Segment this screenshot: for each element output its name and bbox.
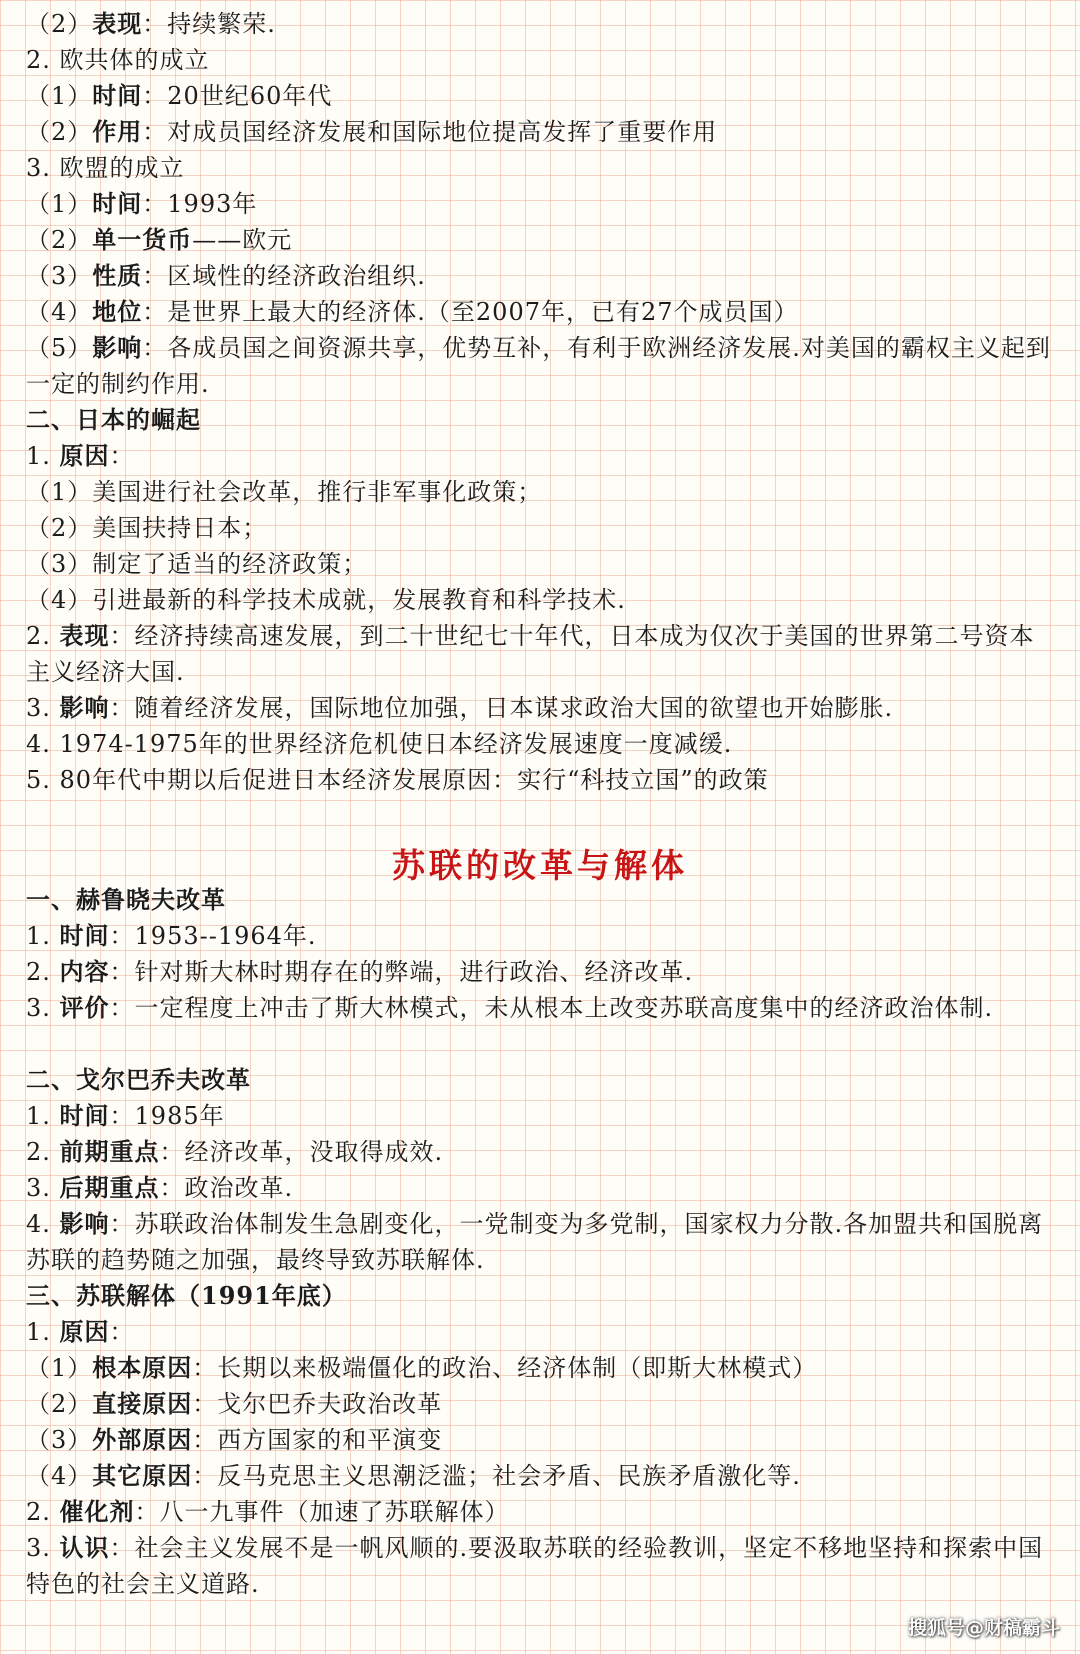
note-line: 2. 表现：经济持续高速发展，到二十世纪七十年代，日本成为仅次于美国的世界第二号资本主义经济大国. xyxy=(26,621,1035,686)
note-line: 2. 前期重点：经济改革，没取得成效. xyxy=(26,1137,444,1166)
note-line: （1）时间：20世纪60年代 xyxy=(26,81,333,110)
note-line: （1）根本原因：长期以来极端僵化的政治、经济体制（即斯大林模式） xyxy=(26,1353,818,1382)
watermark: 搜狐号@财稿霸斗 xyxy=(907,1617,1060,1639)
note-line: （2）直接原因：戈尔巴乔夫政治改革 xyxy=(26,1389,443,1418)
note-line: （3）外部原因：西方国家的和平演变 xyxy=(26,1425,443,1454)
note-line: （4）引进最新的科学技术成就，发展教育和科学技术. xyxy=(26,586,626,614)
note-line: 2. 催化剂：八一九事件（加速了苏联解体） xyxy=(26,1497,510,1526)
note-line: （3）性质：区域性的经济政治组织. xyxy=(26,261,426,290)
note-line: （4）其它原因：反马克思主义思潮泛滥；社会矛盾、民族矛盾激化等. xyxy=(26,1461,801,1490)
note-line: 4. 影响：苏联政治体制发生急剧变化，一党制变为多党制，国家权力分散.各加盟共和国脱离苏联的趋势随之加强，最终导致苏联解体. xyxy=(26,1209,1044,1274)
section-heading: 二、日本的崛起 xyxy=(26,405,201,434)
note-line: 3. 后期重点：政治改革. xyxy=(26,1173,294,1202)
note-line: （1）美国进行社会改革，推行非军事化政策； xyxy=(26,478,543,506)
note-line: （2）单一货币——欧元 xyxy=(26,225,293,254)
note-line: 3. 影响：随着经济发展，国际地位加强，日本谋求政治大国的欲望也开始膨胀. xyxy=(26,693,894,722)
note-line: 4. 1974-1975年的世界经济危机使日本经济发展速度一度减缓. xyxy=(26,730,733,758)
note-line: （2）美国扶持日本； xyxy=(26,514,268,542)
section-heading: 三、苏联解体（1991年底） xyxy=(26,1281,347,1310)
section-title: 苏联的改革与解体 xyxy=(392,846,688,885)
note-line: （5）影响：各成员国之间资源共享，优势互补，有利于欧洲经济发展.对美国的霸权主义起到一定的制约作用. xyxy=(26,333,1051,398)
note-line: 1. 时间：1985年 xyxy=(26,1101,225,1130)
section-heading: 一、赫鲁晓夫改革 xyxy=(26,885,226,914)
note-line: （4）地位：是世界上最大的经济体.（至2007年，已有27个成员国） xyxy=(26,297,799,326)
section-heading: 二、戈尔巴乔夫改革 xyxy=(26,1065,251,1094)
note-line: （2）表现：持续繁荣. xyxy=(26,9,276,38)
note-line: 2. 内容：针对斯大林时期存在的弊端，进行政治、经济改革. xyxy=(26,957,694,986)
note-line: 1. 原因： xyxy=(26,441,135,470)
note-line: （1）时间：1993年 xyxy=(26,189,258,218)
note-line: 5. 80年代中期以后促进日本经济发展原因：实行“科技立国”的政策 xyxy=(26,766,769,794)
note-line: 3. 欧盟的成立 xyxy=(26,154,185,182)
note-line: 3. 评价：一定程度上冲击了斯大林模式，未从根本上改变苏联高度集中的经济政治体制. xyxy=(26,993,994,1022)
note-line: 2. 欧共体的成立 xyxy=(26,46,210,74)
note-line: （2）作用：对成员国经济发展和国际地位提高发挥了重要作用 xyxy=(26,117,718,146)
note-line: （3）制定了适当的经济政策； xyxy=(26,550,368,578)
note-line: 1. 时间：1953--1964年. xyxy=(26,921,317,950)
note-line: 1. 原因： xyxy=(26,1317,135,1346)
note-line: 3. 认识：社会主义发展不是一帆风顺的.要汲取苏联的经验教训，坚定不移地坚持和探索中国特色的社会主义道路. xyxy=(26,1533,1044,1598)
